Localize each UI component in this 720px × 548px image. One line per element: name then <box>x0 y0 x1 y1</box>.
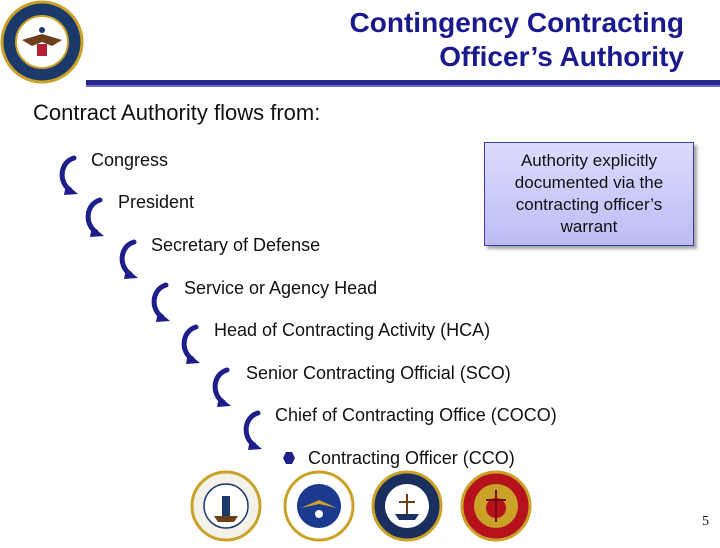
curved-arrow-icon <box>178 323 208 365</box>
curved-arrow-icon <box>148 281 178 323</box>
slide-title <box>124 6 684 74</box>
title-divider-shadow <box>86 85 720 87</box>
curved-arrow-icon <box>56 154 86 196</box>
subtitle: Contract Authority flows from: <box>33 100 321 125</box>
air-force-seal-icon <box>283 470 355 542</box>
page-number: 5 <box>702 514 709 529</box>
curved-arrow-icon <box>82 196 112 238</box>
marine-corps-seal-icon <box>460 470 532 542</box>
step-president: President <box>118 192 195 212</box>
step-sco: Senior Contracting Official (SCO) <box>246 363 511 383</box>
curved-arrow-icon <box>240 409 270 451</box>
step-secretary-of-defense: Secretary of Defense <box>151 235 321 255</box>
step-coco: Chief of Contracting Office (COCO) <box>275 405 557 425</box>
curved-arrow-icon <box>116 238 146 280</box>
step-service-agency-head: Service or Agency Head <box>184 278 378 298</box>
title-line-1: Contingency Contracting <box>349 7 684 38</box>
warrant-callout: Authority explicitly documented via the contracting officer’s warrant <box>484 142 694 246</box>
army-seal-icon <box>190 470 262 542</box>
title-line-2: Officer’s Authority <box>439 41 684 72</box>
curved-arrow-icon <box>209 366 239 408</box>
step-congress: Congress <box>91 150 169 170</box>
step-cco: Contracting Officer (CCO) <box>308 448 515 468</box>
hexagon-bullet-icon <box>282 451 296 465</box>
step-hca: Head of Contracting Activity (HCA) <box>214 320 491 340</box>
dod-seal-icon <box>0 0 84 84</box>
navy-seal-icon <box>371 470 443 542</box>
